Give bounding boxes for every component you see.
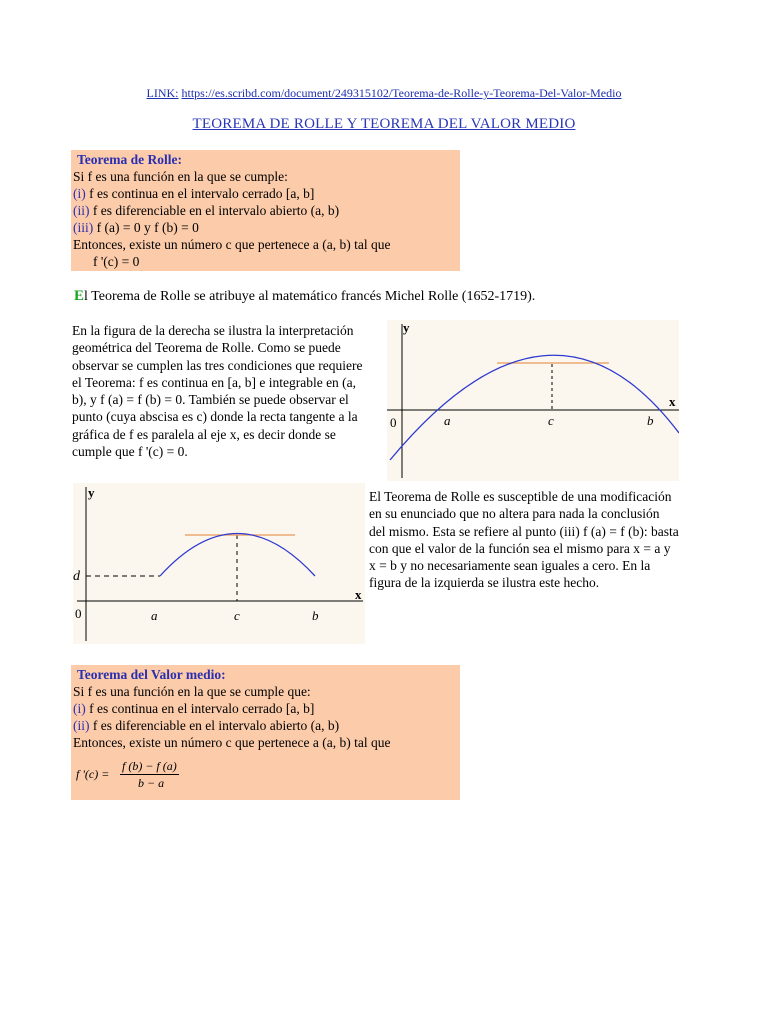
- mean-value-theorem-box: [71, 665, 460, 800]
- rolle-line1: Si f es una función en la que se cumple:: [73, 169, 288, 184]
- fig2-y-label: y: [88, 485, 95, 500]
- rolle-cond2-text: f es diferenciable en el intervalo abierto (a, b): [89, 203, 340, 218]
- fig2-b-label: b: [312, 608, 319, 623]
- rolle-condition-1: [73, 185, 314, 202]
- figure-rolle-svg: [387, 320, 679, 481]
- fig1-b-label: b: [647, 413, 654, 428]
- rolle-cond3-text: f (a) = 0 y f (b) = 0: [93, 220, 199, 235]
- rolle-heading: Teorema de Rolle:: [77, 152, 182, 167]
- intro-sentence: [74, 288, 535, 305]
- rolle-cond1-text: f es continua en el intervalo cerrado [a, b]: [85, 186, 315, 201]
- rolle-formula: f '(c) = 0: [93, 254, 140, 269]
- intro-text: l Teorema de Rolle se atribuye al matemático francés Michel Rolle (1652-1719).: [84, 289, 536, 304]
- figure-rolle-graph: [387, 320, 679, 481]
- mvt-condition-2: [73, 717, 339, 734]
- mvt-cond1-num: (i): [73, 701, 86, 716]
- mvt-cond2-text: f es diferenciable en el intervalo abierto (a, b): [89, 718, 340, 733]
- page-title: TEOREMA DE ROLLE Y TEOREMA DEL VALOR MEDIO: [192, 116, 576, 132]
- mvt-formula-numerator: f (b) − f (a): [122, 759, 177, 773]
- mvt-cond2-num: (ii): [73, 718, 90, 733]
- fig2-origin: 0: [75, 606, 82, 621]
- intro-initial: E: [74, 288, 85, 304]
- rolle-theorem-box: [71, 150, 460, 271]
- rolle-cond1-num: (i): [73, 186, 86, 201]
- source-link[interactable]: [0, 86, 768, 101]
- rolle-cond2-num: (ii): [73, 203, 90, 218]
- figure-generalized-svg: [73, 483, 365, 644]
- rolle-condition-2: [73, 202, 339, 219]
- fig2-x-label: x: [355, 587, 362, 602]
- fig2-c-label: c: [234, 608, 240, 623]
- paragraph-generalization: El Teorema de Rolle es susceptible de una modificación en su enunciado que no altera para nada la conclusión del mismo. Esta se refiere al punto (iii) f (a) = f (b): basta con que el valor de la función sea el mismo para x = a y x = b y no necesariamente sean iguales a cero. En la figura de la izquierda se ilustra este hecho.: [369, 489, 679, 591]
- fig2-a-label: a: [151, 608, 158, 623]
- fig1-c-label: c: [548, 413, 554, 428]
- paragraph-geometric-interpretation: En la figura de la derecha se ilustra la interpretación geométrica del Teorema de Rolle. Como se puede observar se cumplen las tres condiciones que requiere el Teorema: f es continua en [a, b] e integrable en (a, b), y f (a) = f (b) = 0. También se puede observar el punto (cuya abscisa es c) donde la recta tangente a la gráfica de f es paralela al eje x, es decir donde se cumple que f '(c) = 0.: [72, 323, 363, 460]
- rolle-condition-3: [73, 219, 199, 236]
- fig1-x-label: x: [669, 394, 676, 409]
- mvt-formula-denominator: b − a: [138, 776, 165, 790]
- fig1-y-label: y: [403, 320, 410, 335]
- fig1-curve: [390, 355, 679, 460]
- mvt-condition-1: [73, 700, 314, 717]
- link-label[interactable]: LINK:: [146, 86, 179, 100]
- mvt-conclusion: Entonces, existe un número c que pertenece a (a, b) tal que: [73, 735, 391, 750]
- mvt-heading: Teorema del Valor medio:: [77, 667, 226, 682]
- link-url[interactable]: https://es.scribd.com/document/249315102/Teorema-de-Rolle-y-Teorema-Del-Valor-Medio: [181, 86, 622, 100]
- mvt-cond1-text: f es continua en el intervalo cerrado [a, b]: [85, 701, 315, 716]
- rolle-conclusion: Entonces, existe un número c que pertenece a (a, b) tal que: [73, 237, 391, 252]
- fig1-origin: 0: [390, 415, 397, 430]
- mvt-formula-lhs: f '(c) =: [76, 767, 110, 781]
- fig1-a-label: a: [444, 413, 451, 428]
- rolle-cond3-num: (iii): [73, 220, 94, 235]
- mvt-line1: Si f es una función en la que se cumple que:: [73, 684, 311, 699]
- fig2-d-label: d: [73, 569, 80, 584]
- figure-rolle-generalized: [73, 483, 365, 644]
